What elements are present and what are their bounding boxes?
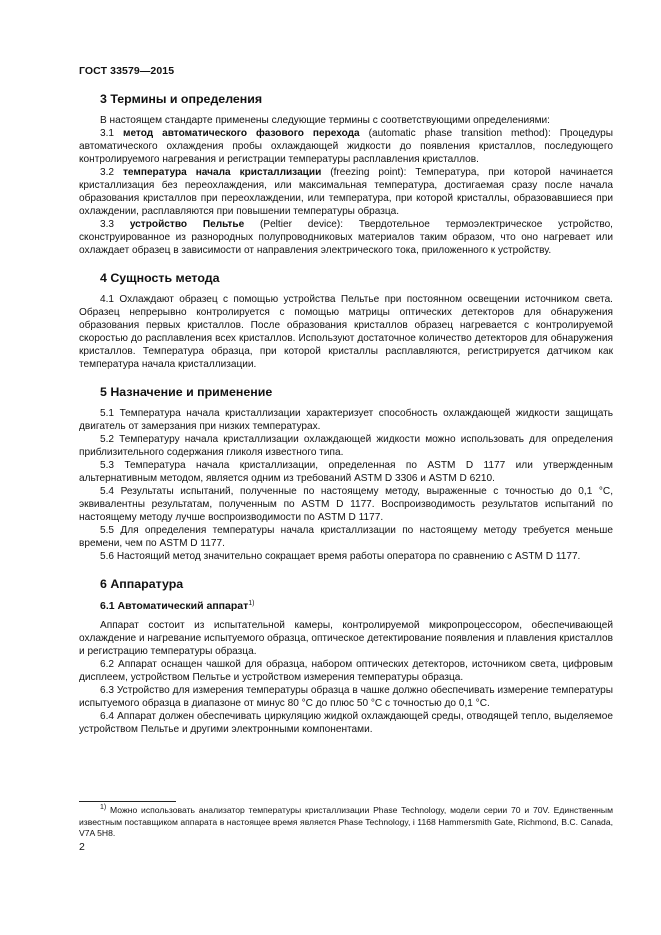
paragraph: 5.1 Температура начала кристаллизации характеризует способность охлаждающей жидкости защищать двигатель от замерзания при низких температурах.: [79, 408, 613, 432]
term: метод автоматического фазового перехода: [122, 128, 360, 139]
paragraph: 5.4 Результаты испытаний, полученные по настоящему методу, выраженные с точностью до 0,1 °С, эквивалентны результатам, полученным по ASTM D 1177. Воспроизводимость результатов испытаний по настоящему методу лучше воспроизводимости по ASTM D 1177.: [79, 486, 613, 523]
footnote-marker: 1): [100, 804, 107, 811]
footnote-ref: 1): [248, 600, 255, 607]
footnote: [79, 805, 613, 840]
paragraph: 5.6 Настоящий метод значительно сокращает время работы оператора по сравнению с ASTM D 1177.: [100, 551, 581, 562]
document-body: [79, 91, 613, 749]
section-5: [79, 384, 613, 563]
section-3: [79, 91, 613, 257]
section-4: [79, 270, 613, 371]
paragraph: 5.3 Температура начала кристаллизации, определенная по ASTM D 1177 или утвержденным альтернативным методом, является одним из требований ASTM D 3306 и ASTM D 6210.: [79, 460, 613, 484]
definition-paragraph: [79, 218, 613, 257]
section-title: 5 Назначение и применение: [100, 385, 273, 399]
paragraph: 6.3 Устройство для измерения температуры образца в чашке должно обеспечивать измерение температуры испытуемого образца в диапазоне от минус 80 °С до плюс 50 °С с точностью до 0,1 °С.: [79, 685, 613, 709]
definition-text: (automatic phase transition method): Процедуры автоматического охлаждения пробы охлаждающей жидкости до появления кристаллов, последующего контролируемого нагревания и регистрации температуры расплавления кристаллов.: [79, 128, 614, 165]
subsection-title: 6.1 Автоматический аппарат$^{1)}$: [100, 600, 255, 612]
definition-paragraph: [79, 127, 613, 166]
definition-text: (Peltier device): Твердотельное термоэлектрическое устройство, сконструированное из разнородных полупроводниковых материалов таким образом, что оно нагревает или охлаждает образец в зависимости от направления электрического тока, приложенного к устройству.: [79, 219, 613, 256]
document-header: ГОСТ 33579—2015: [79, 65, 175, 77]
page-number: 2: [79, 841, 85, 853]
clause-number: 3.2: [100, 167, 123, 178]
footnote-text: Можно использовать анализатор температуры кристаллизации Phase Technology, модели серии 70 и 70V. Единственным известным поставщиком аппарата в настоящее время является Phase Technology, i 1168 Hammersmith Gate, Richmond, B.C. Canada, V7A 5H8.: [79, 805, 613, 839]
paragraph: 6.2 Аппарат оснащен чашкой для образца, набором оптических детекторов, источником света, цифровым дисплеем, устройством Пельтье и устройством измерения температуры образца.: [79, 659, 613, 683]
definition-paragraph: [79, 166, 613, 218]
section-title: 4 Сущность метода: [100, 271, 220, 285]
paragraph: В настоящем стандарте применены следующие термины с соответствующими определениями:: [100, 115, 550, 126]
clause-number: 3.1: [100, 128, 123, 139]
section-title: 3 Термины и определения: [100, 92, 263, 106]
paragraph: 5.5 Для определения температуры начала кристаллизации по настоящему методу требуется меньше времени, чем по ASTM D 1177.: [79, 525, 613, 549]
definition-text: (freezing point): Температура, при которой начинается кристаллизация без переохлаждения, или максимальная температура, достигаемая сразу после начала образования кристаллов при переохлаждении, или температура, при которой кристаллы, образовавшиеся при охлаждении, расплавляются при повышении температуры образца.: [79, 167, 614, 217]
clause-number: 3.3: [100, 219, 130, 230]
paragraph: 6.4 Аппарат должен обеспечивать циркуляцию жидкой охлаждающей среды, отводящей тепло, выделяемое устройством Пельтье и другими электронными компонентами.: [79, 711, 613, 735]
paragraph: Аппарат состоит из испытательной камеры, контролируемой микропроцессором, обеспечивающей охлаждение и нагревание испытуемого образца, оптическое детектирование появления и плавления кристаллов и регистрацию температуры образца.: [79, 620, 613, 657]
section-title: 6 Аппаратура: [100, 577, 184, 591]
section-6: [79, 576, 613, 736]
footnote-divider: [79, 801, 176, 802]
term: устройство Пельтье: [129, 219, 245, 230]
paragraph: 5.2 Температуру начала кристаллизации охлаждающей жидкости можно использовать для определения приблизительного содержания гликоля известного типа.: [79, 434, 613, 458]
term: температура начала кристаллизации: [122, 167, 322, 178]
paragraph: 4.1 Охлаждают образец с помощью устройства Пельтье при постоянном освещении источником света. Образец непрерывно контролируется с помощью матрицы оптических детекторов для обнаружения образования первых кристаллов. После образования кристаллов образец нагревается с контролируемой скоростью до расплавления всех кристаллов. Используют достаточное количество детекторов для обнаружения кристаллов. Температура образца, при которой кристаллы расплавляются, регистрируется датчиком как температура начала кристаллизации.: [79, 294, 613, 370]
